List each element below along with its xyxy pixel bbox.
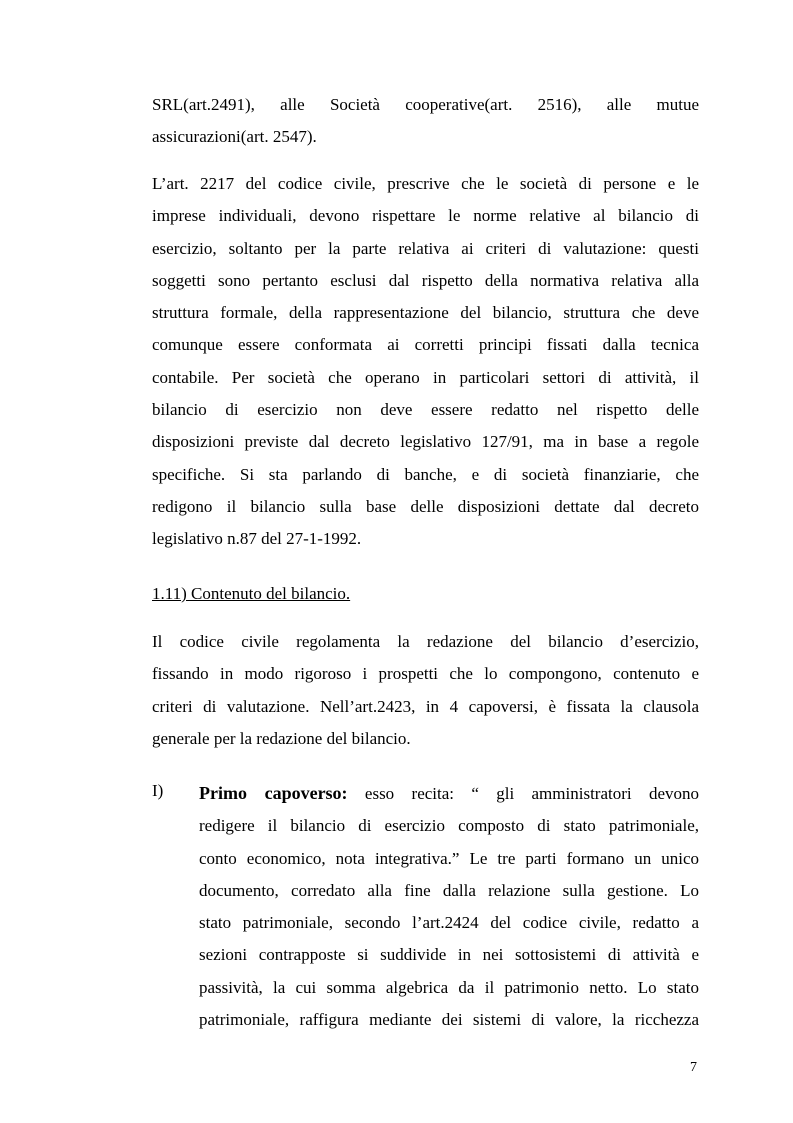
text-line: SRL(art.2491), alle Società cooperative(art. 2516), alle mutue <box>152 95 699 114</box>
paragraph-3 <box>152 626 699 755</box>
text-line: legislativo n.87 del 27-1-1992. <box>152 529 362 549</box>
section-heading: 1.11) Contenuto del bilancio. <box>152 584 351 603</box>
text-line: specifiche. Si sta parlando di banche, e di società finanziarie, che <box>152 464 699 484</box>
text-line: documento, corredato alla fine dalla relazione sulla gestione. Lo <box>199 880 699 900</box>
text-line: esercizio, soltanto per la parte relativa ai criteri di valutazione: questi <box>152 238 699 258</box>
text-line: passività, la cui somma algebrica da il patrimonio netto. Lo stato <box>199 977 699 997</box>
text-line: L’art. 2217 del codice civile, prescrive che le società di persone e le <box>152 174 699 193</box>
text-line: sezioni contrapposte si suddivide in nei sottosistemi di attività e <box>199 945 699 965</box>
text-line: redigere il bilancio di esercizio composto di stato patrimoniale, <box>199 816 699 836</box>
text-line: struttura formale, della rappresentazione del bilancio, struttura che deve <box>152 303 699 323</box>
page-number: 7 <box>690 1060 697 1075</box>
list-item-lead: Primo capoverso: <box>199 783 348 803</box>
paragraph-2 <box>152 168 699 556</box>
text-line: patrimoniale, raffigura mediante dei sistemi di valore, la ricchezza <box>199 1010 699 1030</box>
text-line: comunque essere conformata ai corretti principi fissati dalla tecnica <box>152 335 699 355</box>
text-line: disposizioni previste dal decreto legislativo 127/91, ma in base a regole <box>152 432 699 452</box>
text-line: soggetti sono pertanto esclusi dal rispetto della normativa relativa alla <box>152 270 699 290</box>
text-line: imprese individuali, devono rispettare le norme relative al bilancio di <box>152 206 699 226</box>
list-marker: I) <box>152 781 164 800</box>
list-item-body <box>199 777 699 1036</box>
text-line: conto economico, nota integrativa.” Le tre parti formano un unico <box>199 848 699 868</box>
text-line: fissando in modo rigoroso i prospetti che lo compongono, contenuto e <box>152 664 699 684</box>
text-line: bilancio di esercizio non deve essere redatto nel rispetto delle <box>152 400 699 420</box>
paragraph-1 <box>152 89 699 154</box>
text-line <box>199 777 699 810</box>
text-line: stato patrimoniale, secondo l’art.2424 del codice civile, redatto a <box>199 913 699 933</box>
text-line: Il codice civile regolamenta la redazione del bilancio d’esercizio, <box>152 632 699 651</box>
list-item-first-line: esso recita: “ gli amministratori devono <box>364 784 699 803</box>
text-line: redigono il bilancio sulla base delle disposizioni dettate dal decreto <box>152 496 699 516</box>
text-line: generale per la redazione del bilancio. <box>152 728 411 748</box>
text-line: assicurazioni(art. 2547). <box>152 127 317 147</box>
text-line: contabile. Per società che operano in particolari settori di attività, il <box>152 367 699 387</box>
text-line: criteri di valutazione. Nell’art.2423, in 4 capoversi, è fissata la clausola <box>152 696 699 716</box>
